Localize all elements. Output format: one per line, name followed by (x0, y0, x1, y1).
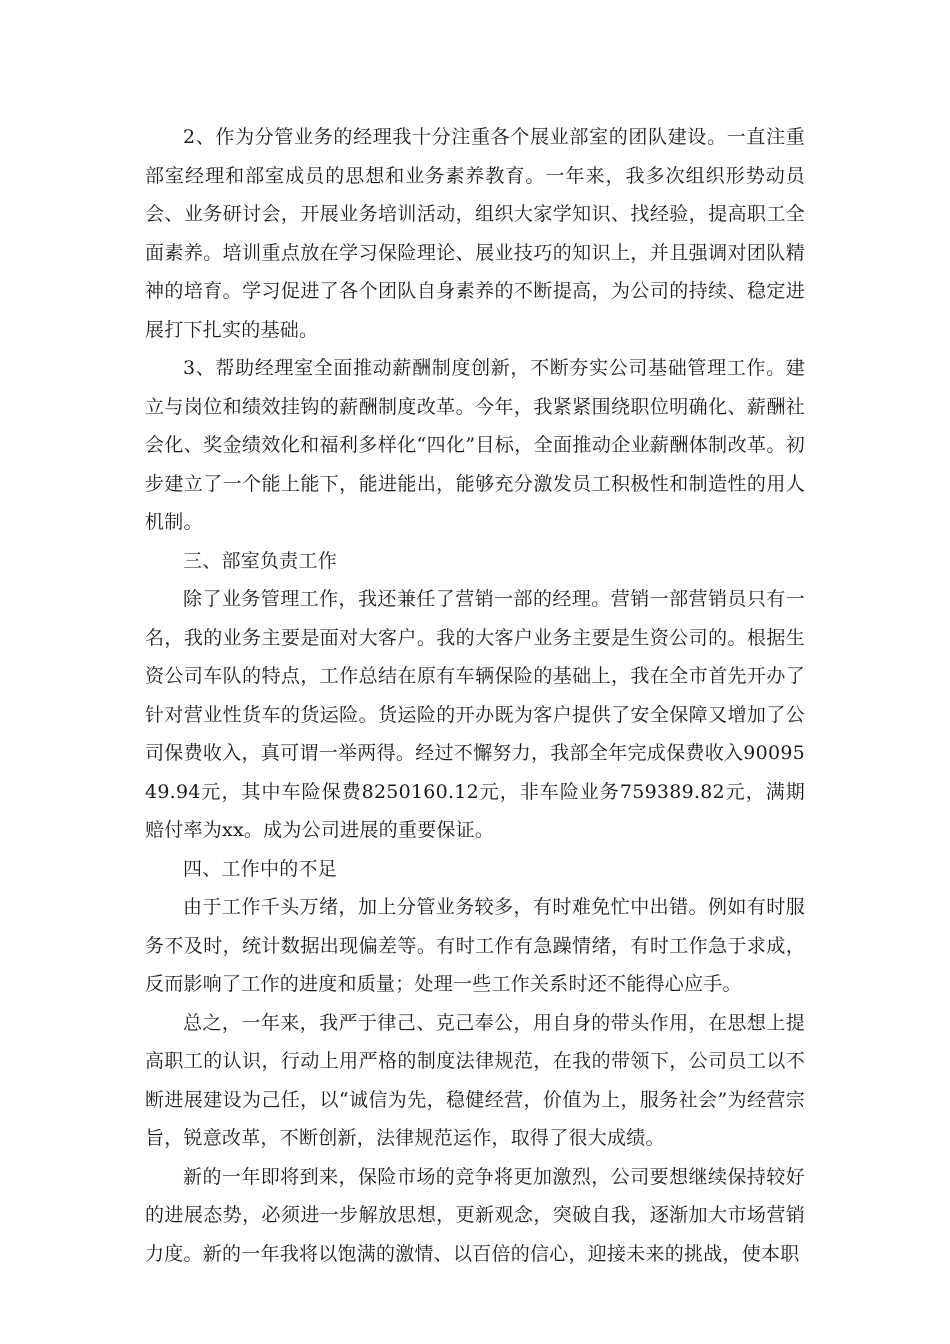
paragraph-summary: 总之，一年来，我严于律己、克己奉公，用自身的带头作用，在思想上提高职工的认识，行动上用严格的制度法律规范，在我的带领下，公司员工以不断进展建设为己任，以“诚信为先，稳健经营，价值为上，服务社会”为经营宗旨，锐意改革，不断创新，法律规范运作，取得了很大成绩。 (145, 1011, 805, 1149)
paragraph-department-work: 除了业务管理工作，我还兼任了营销一部的经理。营销一部营销员只有一名，我的业务主要是面对大客户。我的大客户业务主要是生资公司的。根据生资公司车队的特点，工作总结在原有车辆保险的基础上，我在全市首先开办了针对营业性货车的货运险。货运险的开办既为客户提供了安全保障又增加了公司保费收入，真可谓一举两得。经过不懈努力，我部全年完成保费收入9009549.94元，其中车险保费8250160.12元，非车险业务759389.82元，满期赔付率为xx。成为公司进展的重要保证。 (145, 588, 805, 841)
paragraph-team-building: 2、作为分管业务的经理我十分注重各个展业部室的团队建设。一直注重部室经理和部室成员的思想和业务素养教育。一年来，我多次组织形势动员会、业务研讨会，开展业务培训活动，组织大家学知识、找经验，提高职工全面素养。培训重点放在学习保险理论、展业技巧的知识上，并且强调对团队精神的培育。学习促进了各个团队自身素养的不断提高，为公司的持续、稳定进展打下扎实的基础。 (145, 126, 805, 341)
section-heading-department-work: 三、部室负责工作 (183, 549, 338, 572)
paragraph-outlook: 新的一年即将到来，保险市场的竞争将更加激烈，公司要想继续保持较好的进展态势，必须进一步解放思想，更新观念，突破自我，逐渐加大市场营销力度。新的一年我将以饱满的激情、以百倍的信心，迎接未来的挑战，使本职 (145, 1165, 805, 1265)
paragraph-shortcomings: 由于工作千头万绪，加上分管业务较多，有时难免忙中出错。例如有时服务不及时，统计数据出现偏差等。有时工作有急躁情绪，有时工作急于求成，反而影响了工作的进度和质量；处理一些工作关系时还不能得心应手。 (145, 896, 805, 995)
document-body (145, 118, 805, 1273)
section-heading-shortcomings: 四、工作中的不足 (183, 857, 338, 880)
paragraph-salary-reform: 3、帮助经理室全面推动薪酬制度创新，不断夯实公司基础管理工作。建立与岗位和绩效挂钩的薪酬制度改革。今年，我紧紧围绕职位明确化、薪酬社会化、奖金绩效化和福利多样化“四化”目标，全面推动企业薪酬体制改革。初步建立了一个能上能下，能进能出，能够充分激发员工积极性和制造性的用人机制。 (145, 357, 805, 533)
